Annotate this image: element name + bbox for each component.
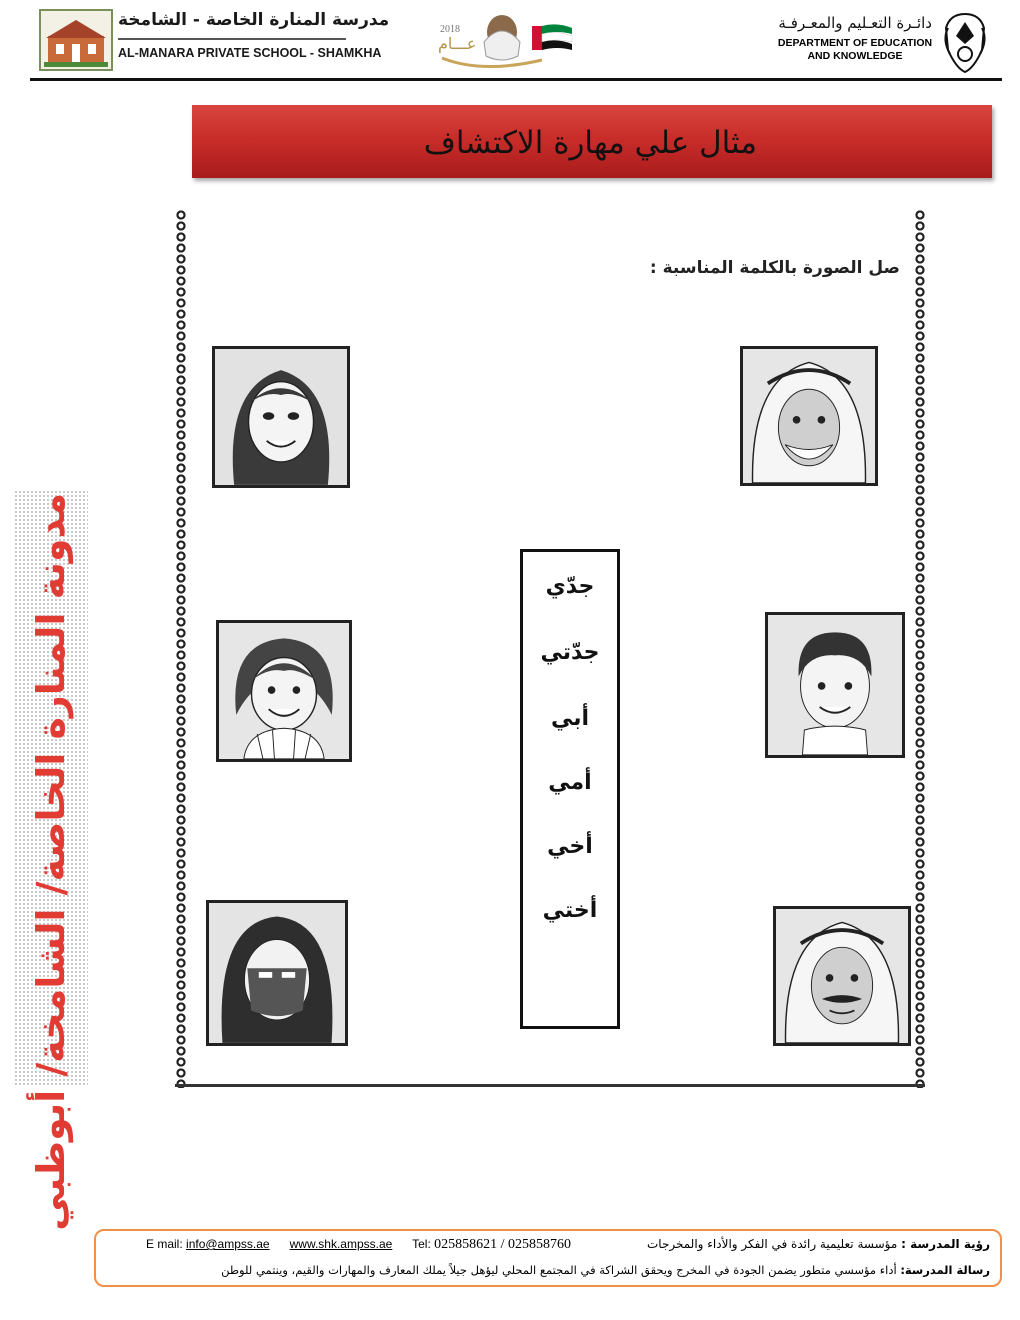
word-grandmother[interactable]: جدّتي — [540, 640, 600, 665]
department-name-arabic: دائـرة التعـليم والمعـرفـة — [778, 14, 932, 32]
young-girl-portrait[interactable] — [216, 620, 352, 762]
worksheet-left-border — [175, 210, 187, 1088]
side-watermark — [14, 490, 88, 1231]
word-father[interactable]: أبي — [550, 706, 590, 731]
vision-label: رؤية المدرسة : — [901, 1237, 990, 1251]
veiled-woman-portrait[interactable] — [206, 900, 348, 1046]
footer-contacts — [146, 1237, 571, 1253]
worksheet-instruction: صل الصورة بالكلمة المناسبة : — [649, 258, 900, 278]
father-portrait[interactable] — [773, 906, 911, 1046]
tel-value: 025858621 / 025858760 — [434, 1237, 572, 1252]
department-line-1: DEPARTMENT OF EDUCATION — [777, 37, 933, 49]
word-sister[interactable]: أختي — [542, 898, 598, 923]
mission-label: رسالة المدرسة: — [900, 1263, 990, 1277]
year-logo-word: عـــام — [438, 34, 477, 53]
vision-text: مؤسسة تعليمية رائدة في الفكر والأداء والمخرجات — [647, 1237, 898, 1251]
school-name-divider — [118, 38, 346, 40]
footer-box — [94, 1229, 1002, 1287]
word-grandfather[interactable]: جدّي — [545, 574, 595, 599]
grandfather-portrait[interactable] — [740, 346, 878, 486]
website-link[interactable]: www.shk.ampss.ae — [289, 1237, 393, 1251]
word-bank — [520, 549, 620, 1029]
school-name-arabic: مدرسة المنارة الخاصة - الشامخة — [118, 10, 390, 30]
banner-title: مثال علي مهارة الاكتشاف — [423, 125, 757, 161]
mission-text: أداء مؤسسي متطور يضمن الجودة في المخرج ويحقق الشراكة في المجتمع المحلي ليؤهل جيلاً يملك المعارف والمهارات والقيم، وينتمي للوطن — [221, 1263, 897, 1277]
department-name-english — [770, 37, 940, 63]
year-logo-number: 2018 — [440, 24, 460, 35]
email-label: E mail: — [146, 1237, 183, 1251]
worksheet-right-border — [914, 210, 926, 1088]
school-logo — [38, 8, 114, 72]
worksheet-bottom-rule — [175, 1084, 925, 1087]
side-watermark-text: مدونة المنارة الخاصة/ الشامخة/ أبوظبي — [29, 492, 73, 1231]
emblem-icon — [940, 10, 990, 76]
word-brother[interactable]: أخي — [547, 834, 593, 859]
tel-label: Tel: — [412, 1237, 431, 1251]
footer-vision — [647, 1237, 990, 1251]
boy-portrait[interactable] — [765, 612, 905, 758]
email-link[interactable]: info@ampss.ae — [186, 1237, 270, 1251]
header-rule — [30, 78, 1002, 81]
school-name-english: AL-MANARA PRIVATE SCHOOL - SHAMKHA — [118, 46, 382, 60]
word-mother[interactable]: أمي — [548, 770, 592, 795]
department-line-2: AND KNOWLEDGE — [807, 50, 903, 62]
girl-portrait[interactable] — [212, 346, 350, 488]
footer-mission — [221, 1263, 990, 1277]
title-banner — [192, 105, 992, 178]
